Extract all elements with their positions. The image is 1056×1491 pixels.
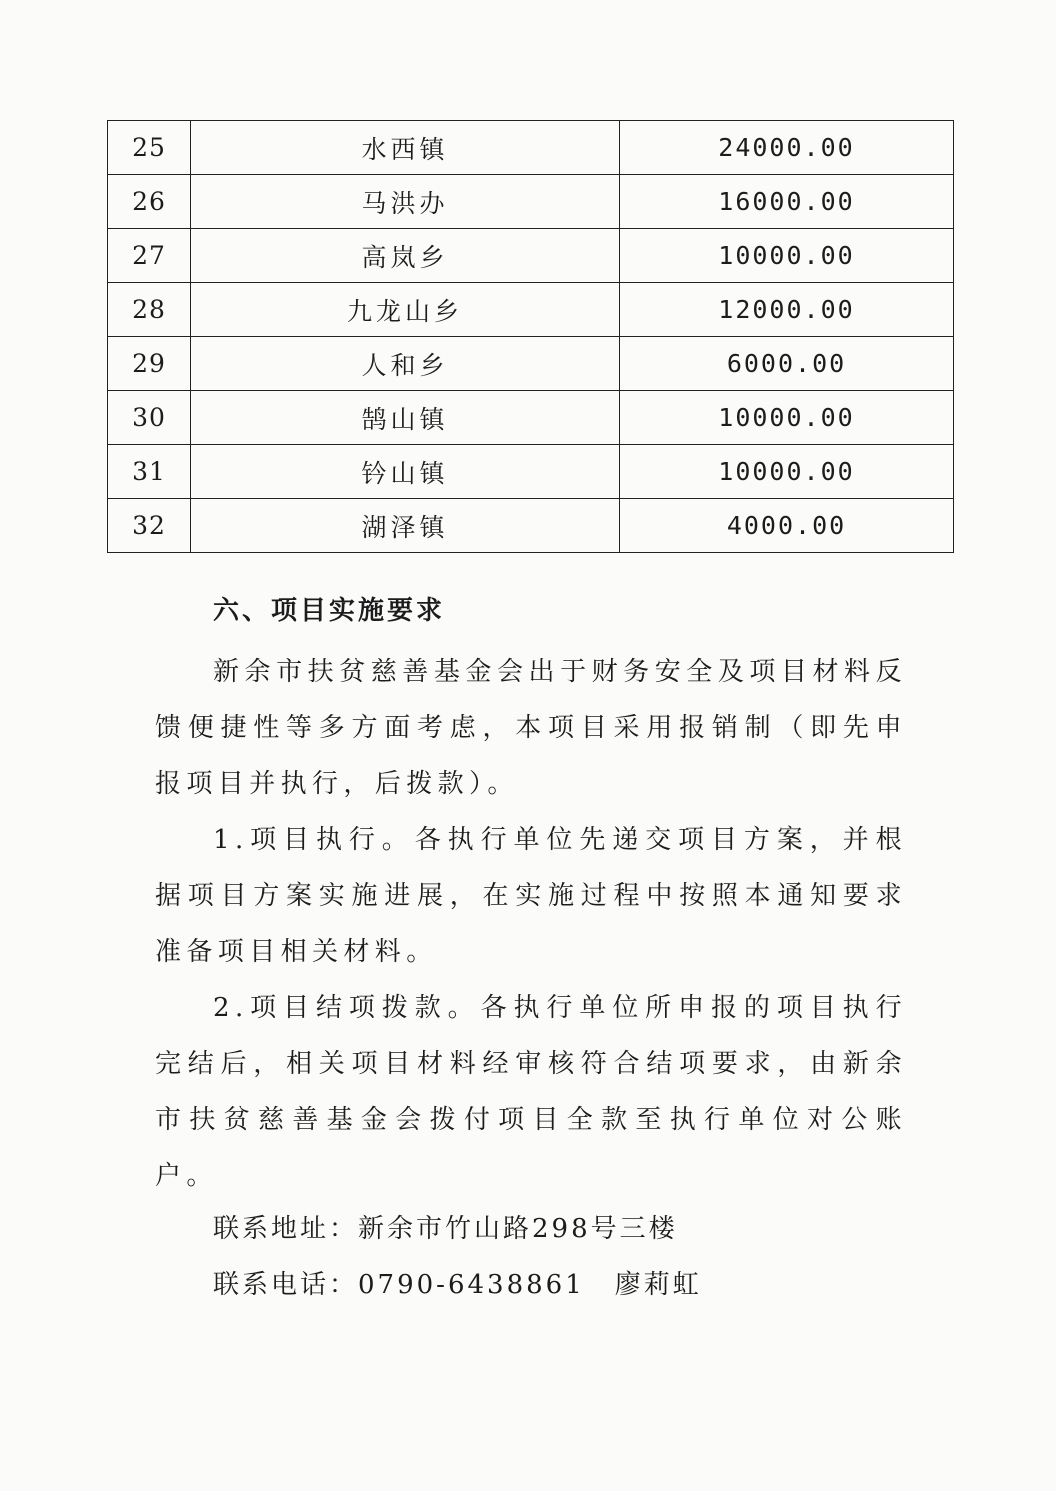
row-number: 25 (108, 121, 191, 175)
allocation-amount: 12000.00 (620, 283, 954, 337)
allocation-amount: 10000.00 (620, 445, 954, 499)
table-row (108, 391, 954, 445)
row-number: 32 (108, 499, 191, 553)
contact-person: 廖莉虹 (614, 1270, 702, 1300)
allocation-amount: 10000.00 (620, 391, 954, 445)
paragraph-completion-payment: 2.项目结项拨款。各执行单位所申报的项目执行完结后，相关项目材料经审核符合结项要求，由新余市扶贫慈善基金会拨付项目全款至执行单位对公账户。 (155, 993, 907, 1191)
allocation-table-body (108, 121, 954, 553)
contact-address-value: 新余市竹山路298号三楼 (358, 1214, 678, 1244)
table-row (108, 229, 954, 283)
table-row (108, 175, 954, 229)
table-row (108, 337, 954, 391)
township-name: 湖泽镇 (191, 499, 620, 553)
paragraph-reimbursement: 新余市扶贫慈善基金会出于财务安全及项目材料反馈便捷性等多方面考虑，本项目采用报销制（即先申报项目并执行，后拨款）。 (155, 657, 907, 799)
row-number: 26 (108, 175, 191, 229)
table-row (108, 445, 954, 499)
row-number: 27 (108, 229, 191, 283)
allocation-table (107, 120, 954, 553)
township-name: 高岚乡 (191, 229, 620, 283)
township-name: 马洪办 (191, 175, 620, 229)
allocation-amount: 24000.00 (620, 121, 954, 175)
row-number: 29 (108, 337, 191, 391)
section-heading: 六、项目实施要求 (213, 596, 446, 626)
contact-phone-value: 0790-6438861 (358, 1270, 585, 1300)
paragraph-project-execution: 1.项目执行。各执行单位先递交项目方案，并根据项目方案实施进展，在实施过程中按照本通知要求准备项目相关材料。 (155, 825, 907, 967)
allocation-amount: 10000.00 (620, 229, 954, 283)
allocation-amount: 16000.00 (620, 175, 954, 229)
row-number: 30 (108, 391, 191, 445)
contact-address (213, 1208, 678, 1245)
township-name: 鹄山镇 (191, 391, 620, 445)
township-name: 水西镇 (191, 121, 620, 175)
township-name: 九龙山乡 (191, 283, 620, 337)
township-name: 人和乡 (191, 337, 620, 391)
table-row (108, 121, 954, 175)
allocation-amount: 4000.00 (620, 499, 954, 553)
township-name: 钤山镇 (191, 445, 620, 499)
table-row (108, 283, 954, 337)
contact-phone-label: 联系电话： (213, 1270, 359, 1300)
contact-address-label: 联系地址： (213, 1214, 359, 1244)
row-number: 28 (108, 283, 191, 337)
table-row (108, 499, 954, 553)
contact-phone (213, 1264, 702, 1301)
allocation-amount: 6000.00 (620, 337, 954, 391)
row-number: 31 (108, 445, 191, 499)
